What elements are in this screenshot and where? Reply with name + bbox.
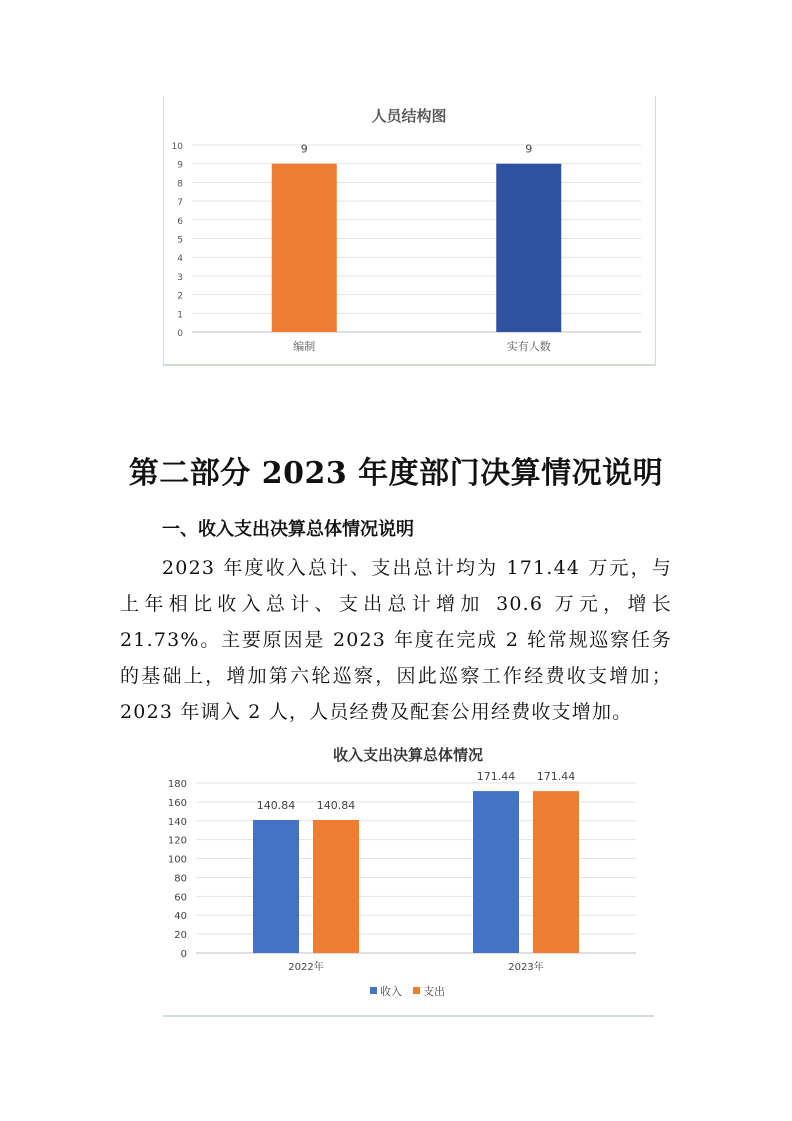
- y-tick-label: 160: [167, 797, 187, 809]
- legend-label: 收入: [380, 985, 402, 998]
- y-tick-label: 9: [177, 160, 183, 171]
- chart-title: 收入支出决算总体情况: [332, 746, 484, 764]
- y-tick-label: 5: [177, 235, 183, 246]
- y-tick-label: 20: [174, 930, 187, 942]
- data-label: 140.84: [256, 798, 296, 812]
- section-heading: 第二部分 2023 年度部门决算情况说明: [128, 456, 664, 492]
- data-label: 140.84: [316, 798, 356, 812]
- y-tick-label: 100: [167, 854, 187, 866]
- legend-label: 支出: [423, 985, 445, 998]
- bar-2: [496, 164, 561, 332]
- y-tick-label: 6: [177, 216, 183, 227]
- income-expense-chart-svg: [163, 733, 654, 1015]
- y-tick-label: 80: [174, 873, 187, 885]
- bar-1-1: [253, 820, 299, 953]
- bar-2-2: [533, 791, 579, 953]
- data-label: 9: [300, 142, 308, 156]
- legend-swatch-1: [370, 987, 377, 994]
- bar-1: [272, 164, 337, 332]
- staff-structure-chart-svg: [164, 96, 655, 364]
- bar-1-2: [313, 820, 359, 953]
- y-tick-label: 3: [177, 272, 183, 283]
- x-tick-label: 实有人数: [506, 340, 551, 353]
- y-tick-label: 7: [177, 198, 183, 209]
- bar-2-1: [473, 791, 519, 953]
- x-tick-label: 2023年: [508, 962, 544, 973]
- y-tick-label: 0: [177, 329, 183, 339]
- sub-heading: 一、收入支出决算总体情况说明: [162, 519, 414, 540]
- legend-swatch-2: [413, 987, 420, 994]
- chart-title: 人员结构图: [371, 107, 447, 125]
- data-label: 171.44: [536, 770, 576, 784]
- y-tick-label: 180: [167, 779, 187, 790]
- income-expense-chart: [163, 733, 654, 1017]
- x-tick-label: 2022年: [288, 962, 324, 973]
- data-label: 171.44: [476, 770, 516, 784]
- data-label: 9: [525, 142, 533, 156]
- y-tick-label: 60: [174, 892, 187, 904]
- x-tick-label: 编制: [293, 340, 316, 353]
- y-tick-label: 1: [177, 310, 183, 321]
- y-tick-label: 2: [177, 291, 183, 302]
- y-tick-label: 8: [177, 179, 183, 190]
- y-tick-label: 0: [180, 949, 187, 960]
- y-tick-label: 4: [177, 254, 183, 265]
- y-tick-label: 140: [167, 816, 187, 828]
- body-paragraph: 2023 年度收入总计、支出总计均为 171.44 万元，与上年相比收入总计、支出总计增加 30.6 万元，增长 21.73%。主要原因是 2023 年度在完成 2 轮常规巡察任务的基础上，增加第六轮巡察，因此巡察工作经费收支增加；2023 年调入 2 人，人员经费及配套公用经费收支增加。: [120, 557, 672, 723]
- y-tick-label: 120: [167, 835, 187, 847]
- y-tick-label: 40: [174, 911, 187, 923]
- y-tick-label: 10: [171, 142, 183, 152]
- staff-structure-chart: [163, 96, 656, 366]
